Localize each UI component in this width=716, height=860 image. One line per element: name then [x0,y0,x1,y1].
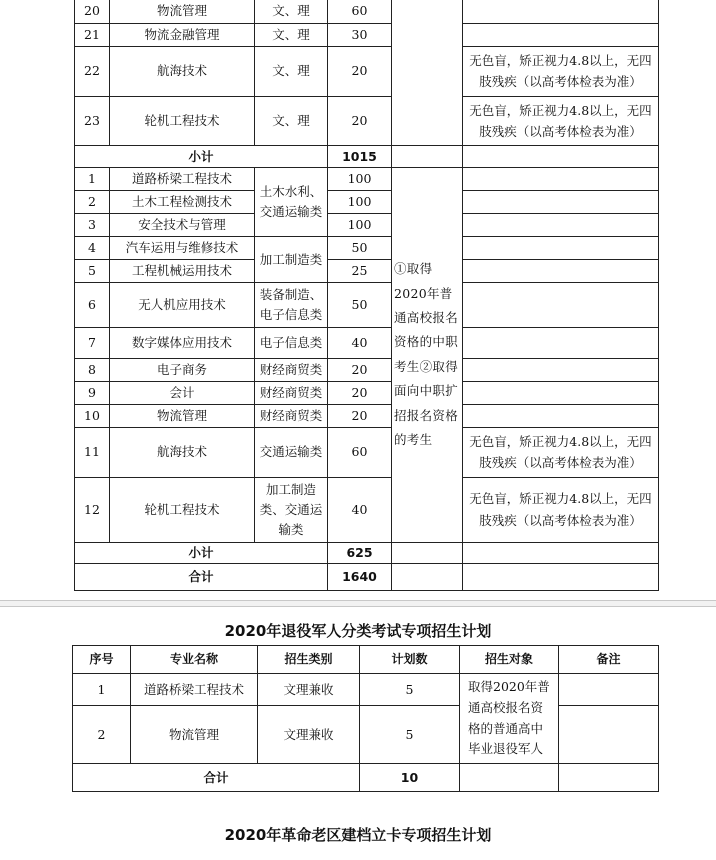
plan-count: 50 [328,237,392,260]
header-count: 计划数 [360,646,460,674]
document-page-2 [0,606,716,860]
category-cell: 财经商贸类 [255,359,328,382]
table-row [75,477,659,542]
remark-cell: 无色盲，矫正视力4.8以上，无四肢残疾（以高考体检表为准） [463,47,659,97]
major-name: 汽车运用与维修技术 [110,237,255,260]
subtotal-label: 小计 [75,542,328,563]
remark-cell [463,405,659,428]
plan-count: 100 [328,214,392,237]
row-number: 2 [73,706,131,764]
row-number: 1 [75,168,110,191]
total-row [73,764,659,792]
remark-cell [463,328,659,359]
remark-cell [463,0,659,24]
row-number: 23 [75,96,110,146]
remark-cell: 无色盲，矫正视力4.8以上，无四肢残疾（以高考体检表为准） [463,428,659,478]
remark-cell [463,214,659,237]
major-name: 物流管理 [131,706,258,764]
table-header-row [73,646,659,674]
plan-count: 60 [328,428,392,478]
major-name: 安全技术与管理 [110,214,255,237]
empty-cell [460,764,559,792]
total-value: 10 [360,764,460,792]
table-row [75,328,659,359]
subtotal-row [75,146,659,168]
row-number: 6 [75,283,110,328]
subtotal-value: 1015 [328,146,392,168]
subject-type: 文、理 [255,24,328,47]
category-cell: 加工制造类、交通运输类 [255,477,328,542]
major-name: 轮机工程技术 [110,96,255,146]
empty-cell [392,542,463,563]
major-name: 轮机工程技术 [110,477,255,542]
row-number: 7 [75,328,110,359]
row-number: 1 [73,674,131,706]
category-cell: 土木水利、交通运输类 [255,168,328,237]
remark-cell: 无色盲，矫正视力4.8以上，无四肢残疾（以高考体检表为准） [463,96,659,146]
header-major: 专业名称 [131,646,258,674]
table-row [75,191,659,214]
table-row [75,359,659,382]
empty-cell [559,764,659,792]
plan-count: 25 [328,260,392,283]
remark-cell [463,191,659,214]
plan-count: 40 [328,477,392,542]
major-name: 航海技术 [110,47,255,97]
row-number: 12 [75,477,110,542]
major-name: 电子商务 [110,359,255,382]
subject-type: 文理兼收 [258,674,360,706]
category-cell: 财经商贸类 [255,405,328,428]
plan-count: 100 [328,191,392,214]
section-title: 2020年退役军人分类考试专项招生计划 [224,622,492,640]
header-no: 序号 [73,646,131,674]
row-number: 4 [75,237,110,260]
section-title: 2020年革命老区建档立卡专项招生计划 [224,826,492,844]
note-cell [559,706,659,764]
major-name: 道路桥梁工程技术 [110,168,255,191]
subject-type: 文、理 [255,47,328,97]
plan-count: 20 [328,47,392,97]
category-cell: 财经商贸类 [255,382,328,405]
table-row [75,47,659,97]
major-name: 无人机应用技术 [110,283,255,328]
plan-count: 50 [328,283,392,328]
subject-type: 文理兼收 [258,706,360,764]
total-value: 1640 [328,563,392,590]
header-note: 备注 [559,646,659,674]
row-number: 2 [75,191,110,214]
major-name: 道路桥梁工程技术 [131,674,258,706]
table-row [75,382,659,405]
empty-cell [392,146,463,168]
row-number: 8 [75,359,110,382]
major-name: 土木工程检测技术 [110,191,255,214]
target-cell-empty [392,0,463,146]
target-cell: 取得2020年普通高校报名资格的普通高中毕业退役军人 [460,674,559,764]
table-row [75,260,659,283]
empty-cell [463,542,659,563]
table-row [75,96,659,146]
empty-cell [463,563,659,590]
total-label: 合计 [73,764,360,792]
header-target: 招生对象 [460,646,559,674]
major-name: 物流管理 [110,405,255,428]
major-name: 航海技术 [110,428,255,478]
subject-type: 文、理 [255,0,328,24]
table-row [75,24,659,47]
plan-count: 5 [360,674,460,706]
plan-count: 5 [360,706,460,764]
enrollment-plan-table [74,0,659,591]
major-name: 物流管理 [110,0,255,24]
subtotal-value: 625 [328,542,392,563]
row-number: 22 [75,47,110,97]
subject-type: 文、理 [255,96,328,146]
table-row [75,428,659,478]
table-row [75,214,659,237]
plan-count: 60 [328,0,392,24]
subtotal-row [75,542,659,563]
plan-count: 20 [328,96,392,146]
row-number: 20 [75,0,110,24]
remark-cell [463,382,659,405]
remark-cell: 无色盲，矫正视力4.8以上，无四肢残疾（以高考体检表为准） [463,477,659,542]
row-number: 9 [75,382,110,405]
eligibility-cell: ①取得2020年普通高校报名资格的中职考生②取得面向中职扩招报名资格的考生 [392,168,463,543]
veteran-plan-table [72,645,659,792]
row-number: 11 [75,428,110,478]
plan-count: 100 [328,168,392,191]
category-cell: 交通运输类 [255,428,328,478]
plan-count: 20 [328,359,392,382]
table-row [75,0,659,24]
major-name: 会计 [110,382,255,405]
row-number: 21 [75,24,110,47]
major-name: 数字媒体应用技术 [110,328,255,359]
row-number: 5 [75,260,110,283]
subtotal-label: 小计 [75,146,328,168]
remark-cell [463,359,659,382]
category-cell: 装备制造、电子信息类 [255,283,328,328]
plan-count: 30 [328,24,392,47]
table-row [75,237,659,260]
header-type: 招生类别 [258,646,360,674]
remark-cell [463,260,659,283]
total-label: 合计 [75,563,328,590]
table-row [75,283,659,328]
empty-cell [463,146,659,168]
row-number: 3 [75,214,110,237]
remark-cell [463,168,659,191]
plan-count: 20 [328,405,392,428]
table-row [73,674,659,706]
remark-cell [463,283,659,328]
table-row [75,168,659,191]
note-cell [559,674,659,706]
table-row [75,405,659,428]
remark-cell [463,24,659,47]
plan-count: 40 [328,328,392,359]
table-row [73,706,659,764]
total-row [75,563,659,590]
empty-cell [392,563,463,590]
row-number: 10 [75,405,110,428]
major-name: 物流金融管理 [110,24,255,47]
major-name: 工程机械运用技术 [110,260,255,283]
remark-cell [463,237,659,260]
category-cell: 加工制造类 [255,237,328,283]
plan-count: 20 [328,382,392,405]
category-cell: 电子信息类 [255,328,328,359]
